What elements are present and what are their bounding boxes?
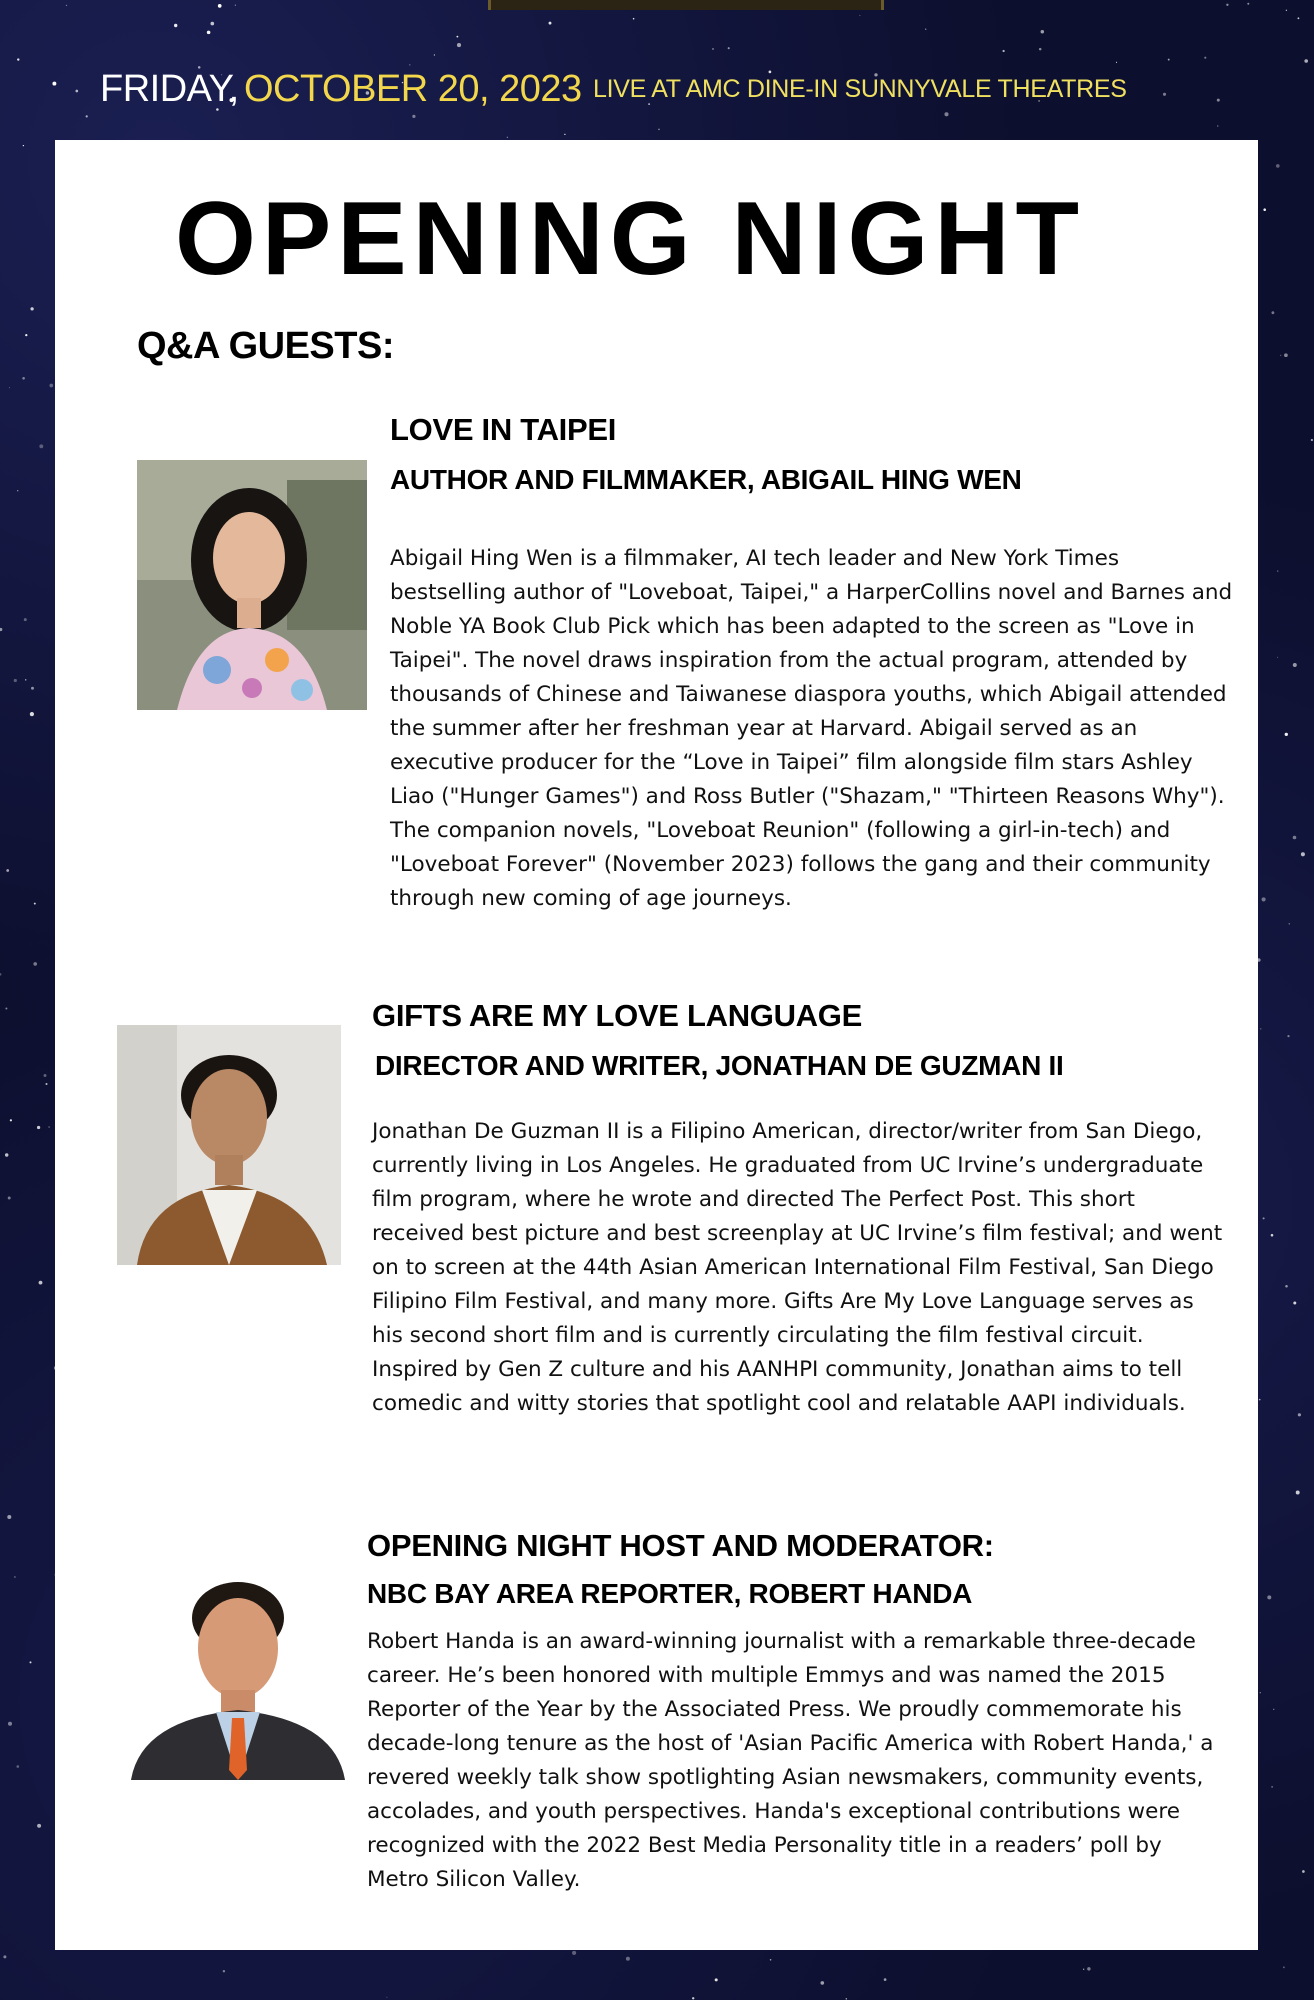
star bbox=[1276, 164, 1280, 168]
guest-photo-jonathan bbox=[117, 1025, 341, 1265]
star bbox=[223, 1970, 225, 1972]
star bbox=[1283, 1966, 1285, 1968]
star bbox=[712, 48, 713, 49]
event-day: FRIDAY, bbox=[100, 68, 239, 110]
star bbox=[1277, 570, 1278, 571]
star bbox=[715, 1978, 718, 1981]
star bbox=[1247, 3, 1249, 5]
star bbox=[412, 115, 415, 118]
star bbox=[1217, 125, 1218, 126]
star bbox=[1302, 1870, 1305, 1873]
star bbox=[1285, 733, 1288, 736]
star bbox=[5, 1008, 7, 1010]
page-title: OPENING NIGHT bbox=[174, 181, 1086, 297]
star bbox=[1168, 59, 1170, 61]
star bbox=[846, 1998, 847, 1999]
star bbox=[207, 31, 211, 35]
star bbox=[1263, 208, 1266, 211]
star bbox=[22, 377, 25, 380]
star bbox=[1297, 17, 1299, 19]
top-tab-decoration bbox=[488, 0, 884, 10]
star bbox=[770, 1959, 772, 1961]
star bbox=[1286, 10, 1287, 11]
star bbox=[8, 1197, 11, 1200]
star bbox=[1267, 1595, 1271, 1599]
star bbox=[728, 47, 730, 49]
star bbox=[507, 137, 508, 138]
star bbox=[1293, 836, 1297, 840]
star bbox=[1285, 1285, 1288, 1288]
star bbox=[1271, 1786, 1273, 1788]
star bbox=[456, 36, 458, 38]
event-header bbox=[0, 68, 1314, 114]
star bbox=[25, 334, 27, 336]
star bbox=[1273, 1709, 1274, 1710]
star bbox=[10, 1119, 12, 1121]
star bbox=[1304, 59, 1308, 63]
star bbox=[1041, 30, 1044, 33]
star bbox=[31, 687, 34, 690]
guest-bio: Abigail Hing Wen is a filmmaker, AI tech leader and New York Times bestselling author of "Loveboat, Taipei," a HarperCollins novel and Barnes and Noble YA Book Club Pick which has been adapted to the screen as "Love in Taipei". The novel draws inspiration from the actual program, attended by thousands of Chinese and Taiwanese diaspora youths, which Abigail attended the summer after her freshman year at Harvard. Abigail served as an executive producer for the “Love in Taipei” film alongside film stars Ashley Liao ("Hunger Games") and Ross Butler ("Shazam," "Thirteen Reasons Why"). The companion novels, "Loveboat Reunion" (following a girl-in-tech) and "Loveboat Forever" (November 2023) follows the gang and their community through new coming of age journeys. bbox=[390, 546, 1233, 911]
film-title: GIFTS ARE MY LOVE LANGUAGE bbox=[372, 998, 862, 1033]
star bbox=[37, 1126, 40, 1129]
star bbox=[658, 129, 659, 130]
star bbox=[39, 1281, 43, 1285]
star bbox=[1301, 852, 1305, 856]
star bbox=[17, 58, 19, 60]
star bbox=[7, 1515, 11, 1519]
star bbox=[1204, 57, 1206, 59]
guest-role: AUTHOR AND FILMMAKER, ABIGAIL HING WEN bbox=[390, 464, 1022, 495]
star bbox=[1280, 355, 1281, 356]
star bbox=[9, 387, 10, 388]
star bbox=[0, 973, 1, 975]
star bbox=[211, 22, 215, 26]
star bbox=[44, 1074, 47, 1077]
host-bio: Robert Handa is an award-winning journalist with a remarkable three-decade career. He’s been honored with multiple Emmys and was named the 2015 Reporter of the Year by the Associated Press. We proudly commemorate his decade-long tenure as the host of 'Asian Pacific America with Robert Handa,' a revered weekly talk show spotlighting Asian newsmakers, community events, accolades, and youth perspectives. Handa's exceptional contributions were recognized with the 2022 Best Media Personality title in a readers’ poll by Metro Silicon Valley. bbox=[367, 1629, 1214, 1892]
star bbox=[1271, 1234, 1274, 1237]
star bbox=[1116, 62, 1117, 63]
guest-photo-abigail bbox=[137, 460, 367, 710]
star bbox=[86, 115, 88, 117]
star bbox=[549, 22, 552, 25]
star bbox=[1271, 311, 1274, 314]
star bbox=[434, 54, 435, 55]
event-date: OCTOBER 20, 2023 bbox=[244, 68, 582, 110]
star bbox=[25, 679, 26, 680]
guest-photo-robert bbox=[131, 1560, 345, 1780]
star bbox=[884, 1978, 887, 1981]
star bbox=[1289, 923, 1290, 924]
star bbox=[0, 628, 2, 631]
star bbox=[1083, 1969, 1084, 1970]
star bbox=[1263, 1217, 1265, 1219]
star bbox=[1293, 663, 1297, 667]
star bbox=[633, 18, 635, 20]
star bbox=[1293, 1302, 1296, 1305]
star bbox=[14, 679, 17, 682]
star bbox=[235, 5, 236, 6]
star bbox=[409, 64, 410, 65]
star bbox=[1260, 1692, 1261, 1693]
star bbox=[14, 1576, 16, 1578]
star bbox=[174, 24, 177, 27]
star bbox=[33, 962, 37, 966]
star bbox=[1087, 1967, 1090, 1970]
star bbox=[49, 384, 53, 388]
star bbox=[859, 15, 860, 16]
star bbox=[820, 1981, 824, 1985]
star bbox=[1284, 353, 1288, 357]
host-role: NBC BAY AREA REPORTER, ROBERT HANDA bbox=[367, 1578, 973, 1609]
star bbox=[30, 1661, 32, 1663]
star bbox=[1039, 48, 1042, 51]
star bbox=[1287, 1035, 1289, 1037]
star bbox=[218, 4, 222, 8]
star bbox=[24, 618, 27, 621]
star bbox=[6, 869, 9, 872]
star bbox=[1277, 657, 1278, 658]
star bbox=[1226, 4, 1228, 6]
program-card bbox=[55, 140, 1258, 1950]
star bbox=[17, 490, 18, 491]
star bbox=[626, 1957, 630, 1961]
star bbox=[1260, 1028, 1261, 1029]
star bbox=[572, 1951, 576, 1955]
star bbox=[1298, 1413, 1301, 1416]
star bbox=[17, 1765, 20, 1768]
star bbox=[34, 903, 36, 905]
film-title: LOVE IN TAIPEI bbox=[390, 412, 617, 447]
star bbox=[45, 1083, 47, 1085]
star bbox=[1262, 897, 1266, 901]
star bbox=[1259, 1399, 1261, 1401]
star bbox=[692, 1997, 694, 1999]
star bbox=[3, 1955, 6, 1958]
star bbox=[30, 307, 33, 310]
star bbox=[48, 1126, 50, 1128]
star bbox=[66, 5, 67, 6]
guest-bio: Jonathan De Guzman II is a Filipino American, director/writer from San Diego, currently living in Los Angeles. He graduated from UC Irvine’s undergraduate film program, where he wrote and directed The Perfect Post. This short received best picture and best screenplay at UC Irvine’s film festival; and went on to screen at the 44th Asian American International Film Festival, San Diego Filipino Film Festival, and many more. Gifts Are My Love Language serves as his second short film and is currently circulating the film festival circuit. Inspired by Gen Z culture and his AANHPI community, Jonathan aims to tell comedic and witty stories that spotlight cool and relatable AAPI individuals. bbox=[372, 1119, 1223, 1416]
guest-role: DIRECTOR AND WRITER, JONATHAN DE GUZMAN II bbox=[375, 1050, 1064, 1081]
guests-heading: Q&A GUESTS: bbox=[137, 325, 394, 367]
star bbox=[457, 43, 461, 47]
star bbox=[386, 1997, 387, 1998]
star bbox=[39, 444, 43, 448]
star bbox=[5, 1153, 8, 1156]
star bbox=[8, 1722, 12, 1726]
star bbox=[1311, 439, 1313, 441]
event-venue: LIVE AT AMC DINE-IN SUNNYVALE THEATRES bbox=[593, 75, 1127, 103]
star bbox=[1002, 50, 1004, 52]
host-heading: OPENING NIGHT HOST AND MODERATOR: bbox=[367, 1528, 994, 1563]
star bbox=[925, 28, 926, 29]
star bbox=[23, 145, 24, 146]
star bbox=[1296, 1491, 1300, 1495]
star bbox=[564, 134, 565, 135]
star bbox=[30, 712, 34, 716]
star bbox=[37, 1824, 41, 1828]
